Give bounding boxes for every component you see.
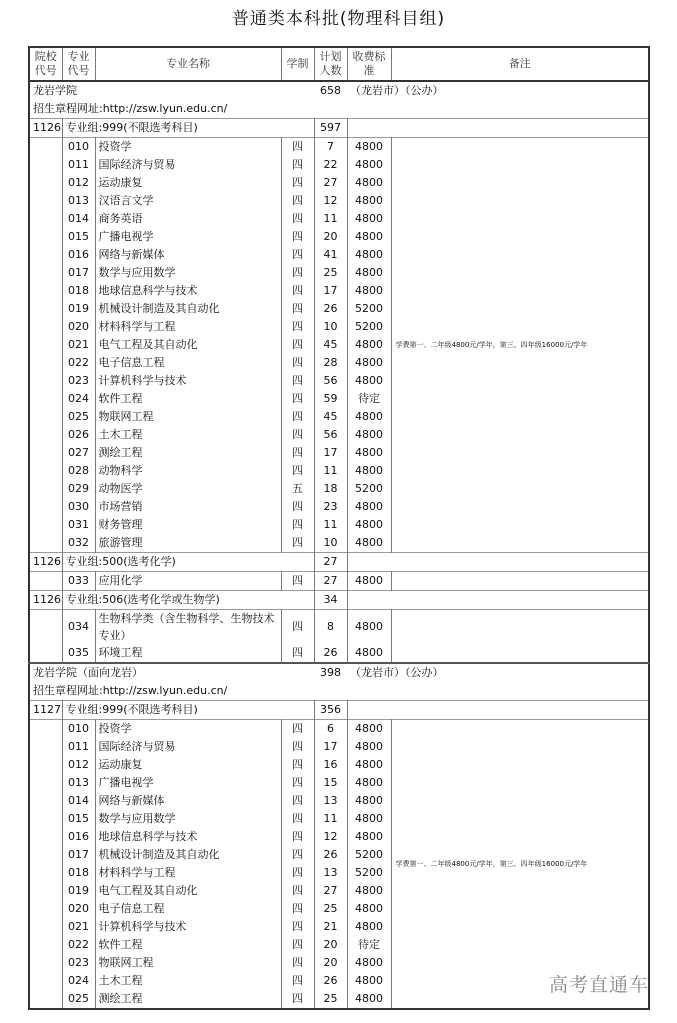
major-fee: 4800 — [347, 444, 391, 462]
major-duration: 四 — [281, 408, 314, 426]
school-location: （龙岩市）（公办） — [347, 81, 649, 100]
major-name: 材料科学与工程 — [95, 864, 281, 882]
major-code: 032 — [62, 534, 95, 553]
school-name: 龙岩学院（面向龙岩） — [29, 663, 314, 682]
major-code: 018 — [62, 282, 95, 300]
major-plan: 16 — [314, 756, 347, 774]
page-title: 普通类本科批(物理科目组) — [231, 9, 446, 29]
major-fee: 4800 — [347, 426, 391, 444]
major-plan: 25 — [314, 900, 347, 918]
major-plan: 59 — [314, 390, 347, 408]
major-plan: 27 — [314, 174, 347, 192]
major-plan: 11 — [314, 462, 347, 480]
major-name: 电气工程及其自动化 — [95, 336, 281, 354]
major-code: 015 — [62, 810, 95, 828]
major-name: 运动康复 — [95, 174, 281, 192]
major-remark — [391, 610, 649, 664]
group-plan: 597 — [314, 119, 347, 138]
major-fee: 4800 — [347, 372, 391, 390]
major-name: 物联网工程 — [95, 954, 281, 972]
url-row — [29, 100, 649, 119]
major-duration: 四 — [281, 228, 314, 246]
major-duration: 四 — [281, 846, 314, 864]
major-code: 014 — [62, 792, 95, 810]
major-plan: 17 — [314, 738, 347, 756]
major-fee: 待定 — [347, 390, 391, 408]
major-duration: 四 — [281, 174, 314, 192]
major-fee: 4800 — [347, 246, 391, 264]
group-row — [29, 553, 649, 572]
major-fee: 4800 — [347, 174, 391, 192]
group-empty — [347, 119, 649, 138]
major-duration: 四 — [281, 810, 314, 828]
group-label: 专业组:999(不限选考科目) — [62, 701, 314, 720]
major-duration: 四 — [281, 534, 314, 553]
major-duration: 四 — [281, 610, 314, 645]
major-duration: 四 — [281, 444, 314, 462]
major-plan: 17 — [314, 444, 347, 462]
major-code: 011 — [62, 738, 95, 756]
group-row — [29, 119, 649, 138]
major-duration: 四 — [281, 156, 314, 174]
major-code: 017 — [62, 264, 95, 282]
major-plan: 26 — [314, 972, 347, 990]
major-name: 软件工程 — [95, 390, 281, 408]
major-code: 019 — [62, 300, 95, 318]
major-duration: 四 — [281, 864, 314, 882]
major-fee: 4800 — [347, 774, 391, 792]
major-fee: 4800 — [347, 228, 391, 246]
major-duration: 四 — [281, 192, 314, 210]
major-fee: 4800 — [347, 900, 391, 918]
major-duration: 四 — [281, 138, 314, 157]
major-name: 投资学 — [95, 138, 281, 157]
major-code: 027 — [62, 444, 95, 462]
major-name: 电子信息工程 — [95, 900, 281, 918]
group-label: 专业组:999(不限选考科目) — [62, 119, 314, 138]
major-code: 026 — [62, 426, 95, 444]
major-duration: 四 — [281, 372, 314, 390]
group-label: 专业组:506(选考化学或生物学) — [62, 591, 314, 610]
major-code: 013 — [62, 774, 95, 792]
header-school-code: 院校代号 — [29, 47, 62, 81]
major-duration: 四 — [281, 426, 314, 444]
major-code: 016 — [62, 246, 95, 264]
major-remark: 学费第一、二年级4800元/学年，第三、四年级16000元/学年 — [391, 720, 649, 1010]
major-code: 014 — [62, 210, 95, 228]
major-code: 016 — [62, 828, 95, 846]
major-code: 015 — [62, 228, 95, 246]
group-empty — [347, 591, 649, 610]
major-name: 电气工程及其自动化 — [95, 882, 281, 900]
major-plan: 11 — [314, 210, 347, 228]
major-duration: 四 — [281, 498, 314, 516]
major-code: 025 — [62, 990, 95, 1009]
major-duration: 四 — [281, 462, 314, 480]
major-name: 广播电视学 — [95, 774, 281, 792]
major-code: 019 — [62, 882, 95, 900]
major-name: 财务管理 — [95, 516, 281, 534]
major-plan: 26 — [314, 846, 347, 864]
major-fee: 5200 — [347, 300, 391, 318]
major-fee: 4800 — [347, 572, 391, 591]
major-plan: 13 — [314, 792, 347, 810]
major-name: 材料科学与工程 — [95, 318, 281, 336]
major-name: 旅游管理 — [95, 534, 281, 553]
major-name: 广播电视学 — [95, 228, 281, 246]
group-school-code: 1126 — [29, 553, 62, 572]
major-plan: 10 — [314, 318, 347, 336]
major-plan: 45 — [314, 408, 347, 426]
admission-url: 招生章程网址:http://zsw.lyun.edu.cn/ — [33, 102, 228, 115]
school-plan: 658 — [314, 81, 347, 100]
major-duration: 四 — [281, 516, 314, 534]
watermark: 高考直通车 — [548, 974, 649, 996]
major-fee: 4800 — [347, 644, 391, 663]
major-fee: 4800 — [347, 918, 391, 936]
major-plan: 41 — [314, 246, 347, 264]
major-duration: 四 — [281, 264, 314, 282]
major-fee: 4800 — [347, 408, 391, 426]
school-location: （龙岩市）（公办） — [347, 663, 649, 682]
major-code: 010 — [62, 138, 95, 157]
major-duration: 四 — [281, 828, 314, 846]
major-name: 商务英语 — [95, 210, 281, 228]
major-name: 土木工程 — [95, 972, 281, 990]
major-name: 市场营销 — [95, 498, 281, 516]
major-duration: 四 — [281, 336, 314, 354]
major-fee: 4800 — [347, 192, 391, 210]
major-code: 020 — [62, 318, 95, 336]
major-name: 数学与应用数学 — [95, 264, 281, 282]
major-name: 地球信息科学与技术 — [95, 828, 281, 846]
major-plan: 20 — [314, 228, 347, 246]
url-row — [29, 682, 649, 701]
major-name: 国际经济与贸易 — [95, 156, 281, 174]
major-duration: 四 — [281, 644, 314, 663]
major-school-code-empty — [29, 610, 62, 664]
major-name: 土木工程 — [95, 426, 281, 444]
major-duration: 四 — [281, 990, 314, 1009]
major-name: 国际经济与贸易 — [95, 738, 281, 756]
major-fee: 4800 — [347, 138, 391, 157]
major-plan: 22 — [314, 156, 347, 174]
header-fee: 收费标准 — [347, 47, 391, 81]
major-duration: 四 — [281, 210, 314, 228]
major-fee: 4800 — [347, 516, 391, 534]
major-fee: 4800 — [347, 954, 391, 972]
major-school-code-empty — [29, 572, 62, 591]
major-code: 024 — [62, 390, 95, 408]
major-name: 应用化学 — [95, 572, 281, 591]
major-plan: 12 — [314, 828, 347, 846]
major-name: 网络与新媒体 — [95, 246, 281, 264]
major-duration: 四 — [281, 572, 314, 591]
major-remark — [391, 572, 649, 591]
major-code: 011 — [62, 156, 95, 174]
major-code: 028 — [62, 462, 95, 480]
major-name: 汉语言文学 — [95, 192, 281, 210]
major-fee: 4800 — [347, 462, 391, 480]
major-plan: 7 — [314, 138, 347, 157]
major-row — [29, 138, 649, 157]
major-name: 动物医学 — [95, 480, 281, 498]
major-remark: 学费第一、二年级4800元/学年，第三、四年级16000元/学年 — [391, 138, 649, 553]
major-row — [29, 572, 649, 591]
major-duration: 四 — [281, 900, 314, 918]
major-plan: 27 — [314, 882, 347, 900]
major-code: 017 — [62, 846, 95, 864]
major-duration: 四 — [281, 720, 314, 739]
group-empty — [347, 701, 649, 720]
major-fee: 4800 — [347, 810, 391, 828]
major-duration: 四 — [281, 738, 314, 756]
major-code: 010 — [62, 720, 95, 739]
major-duration: 四 — [281, 972, 314, 990]
group-plan: 27 — [314, 553, 347, 572]
group-empty — [347, 553, 649, 572]
major-name: 计算机科学与技术 — [95, 372, 281, 390]
major-plan: 45 — [314, 336, 347, 354]
major-name: 投资学 — [95, 720, 281, 739]
major-fee: 4800 — [347, 336, 391, 354]
major-name: 地球信息科学与技术 — [95, 282, 281, 300]
major-plan: 56 — [314, 426, 347, 444]
major-fee: 5200 — [347, 318, 391, 336]
table-header-row — [29, 47, 649, 81]
major-duration: 四 — [281, 390, 314, 408]
major-fee: 4800 — [347, 990, 391, 1009]
major-fee: 4800 — [347, 756, 391, 774]
group-school-code: 1126 — [29, 119, 62, 138]
major-name: 动物科学 — [95, 462, 281, 480]
major-code: 018 — [62, 864, 95, 882]
major-plan: 17 — [314, 282, 347, 300]
major-code: 021 — [62, 918, 95, 936]
major-plan: 20 — [314, 936, 347, 954]
group-plan: 34 — [314, 591, 347, 610]
major-code: 023 — [62, 954, 95, 972]
major-school-code-empty — [29, 138, 62, 553]
major-fee: 4800 — [347, 828, 391, 846]
admission-plan-table — [28, 46, 650, 1010]
major-code: 025 — [62, 408, 95, 426]
school-name: 龙岩学院 — [29, 81, 314, 100]
major-row — [29, 720, 649, 739]
major-fee: 待定 — [347, 936, 391, 954]
major-name: 环境工程 — [95, 644, 281, 663]
major-duration: 四 — [281, 354, 314, 372]
major-name: 物联网工程 — [95, 408, 281, 426]
major-name: 电子信息工程 — [95, 354, 281, 372]
major-plan: 27 — [314, 572, 347, 591]
major-fee: 4800 — [347, 282, 391, 300]
major-duration: 四 — [281, 756, 314, 774]
major-plan: 21 — [314, 918, 347, 936]
major-fee: 4800 — [347, 156, 391, 174]
major-fee: 4800 — [347, 720, 391, 739]
major-code: 031 — [62, 516, 95, 534]
major-fee: 4800 — [347, 882, 391, 900]
major-code: 013 — [62, 192, 95, 210]
header-plan: 计划人数 — [314, 47, 347, 81]
major-duration: 四 — [281, 246, 314, 264]
major-duration: 四 — [281, 318, 314, 336]
major-name: 生物科学类（含生物科学、生物技术专业） — [95, 610, 281, 645]
major-duration: 四 — [281, 774, 314, 792]
major-fee: 4800 — [347, 972, 391, 990]
major-duration: 四 — [281, 918, 314, 936]
major-plan: 56 — [314, 372, 347, 390]
school-plan: 398 — [314, 663, 347, 682]
major-name: 计算机科学与技术 — [95, 918, 281, 936]
major-duration: 四 — [281, 936, 314, 954]
major-duration: 五 — [281, 480, 314, 498]
major-fee: 5200 — [347, 480, 391, 498]
major-code: 030 — [62, 498, 95, 516]
major-plan: 10 — [314, 534, 347, 553]
major-fee: 4800 — [347, 534, 391, 553]
major-plan: 26 — [314, 644, 347, 663]
major-code: 012 — [62, 756, 95, 774]
major-plan: 15 — [314, 774, 347, 792]
major-fee: 5200 — [347, 864, 391, 882]
major-row — [29, 610, 649, 645]
header-remark: 备注 — [391, 47, 649, 81]
major-plan: 25 — [314, 264, 347, 282]
major-code: 023 — [62, 372, 95, 390]
major-fee: 4800 — [347, 354, 391, 372]
major-duration: 四 — [281, 282, 314, 300]
group-label: 专业组:500(选考化学) — [62, 553, 314, 572]
major-fee: 5200 — [347, 846, 391, 864]
major-duration: 四 — [281, 882, 314, 900]
major-code: 034 — [62, 610, 95, 645]
major-fee: 4800 — [347, 792, 391, 810]
group-school-code: 1127 — [29, 701, 62, 720]
major-name: 测绘工程 — [95, 990, 281, 1009]
major-name: 测绘工程 — [95, 444, 281, 462]
major-name: 网络与新媒体 — [95, 792, 281, 810]
major-duration: 四 — [281, 300, 314, 318]
school-row — [29, 81, 649, 100]
major-code: 022 — [62, 354, 95, 372]
major-code: 029 — [62, 480, 95, 498]
major-duration: 四 — [281, 792, 314, 810]
major-code: 020 — [62, 900, 95, 918]
header-major-name: 专业名称 — [95, 47, 281, 81]
header-duration: 学制 — [281, 47, 314, 81]
major-fee: 4800 — [347, 498, 391, 516]
major-duration: 四 — [281, 954, 314, 972]
major-plan: 20 — [314, 954, 347, 972]
header-major-code: 专业代号 — [62, 47, 95, 81]
major-code: 035 — [62, 644, 95, 663]
major-fee: 4800 — [347, 610, 391, 645]
major-fee: 4800 — [347, 210, 391, 228]
major-code: 024 — [62, 972, 95, 990]
major-school-code-empty — [29, 720, 62, 1010]
major-plan: 26 — [314, 300, 347, 318]
major-plan: 12 — [314, 192, 347, 210]
major-fee: 4800 — [347, 738, 391, 756]
group-plan: 356 — [314, 701, 347, 720]
major-name: 机械设计制造及其自动化 — [95, 300, 281, 318]
major-plan: 6 — [314, 720, 347, 739]
group-school-code: 1126 — [29, 591, 62, 610]
major-code: 033 — [62, 572, 95, 591]
major-plan: 23 — [314, 498, 347, 516]
major-plan: 13 — [314, 864, 347, 882]
group-row — [29, 591, 649, 610]
school-row — [29, 663, 649, 682]
major-plan: 18 — [314, 480, 347, 498]
major-code: 012 — [62, 174, 95, 192]
major-code: 022 — [62, 936, 95, 954]
major-plan: 11 — [314, 516, 347, 534]
admission-url: 招生章程网址:http://zsw.lyun.edu.cn/ — [33, 684, 228, 697]
major-name: 机械设计制造及其自动化 — [95, 846, 281, 864]
major-fee: 4800 — [347, 264, 391, 282]
major-plan: 8 — [314, 610, 347, 645]
major-code: 021 — [62, 336, 95, 354]
group-row — [29, 701, 649, 720]
major-name: 软件工程 — [95, 936, 281, 954]
major-name: 数学与应用数学 — [95, 810, 281, 828]
major-plan: 11 — [314, 810, 347, 828]
major-plan: 25 — [314, 990, 347, 1009]
major-name: 运动康复 — [95, 756, 281, 774]
major-plan: 28 — [314, 354, 347, 372]
